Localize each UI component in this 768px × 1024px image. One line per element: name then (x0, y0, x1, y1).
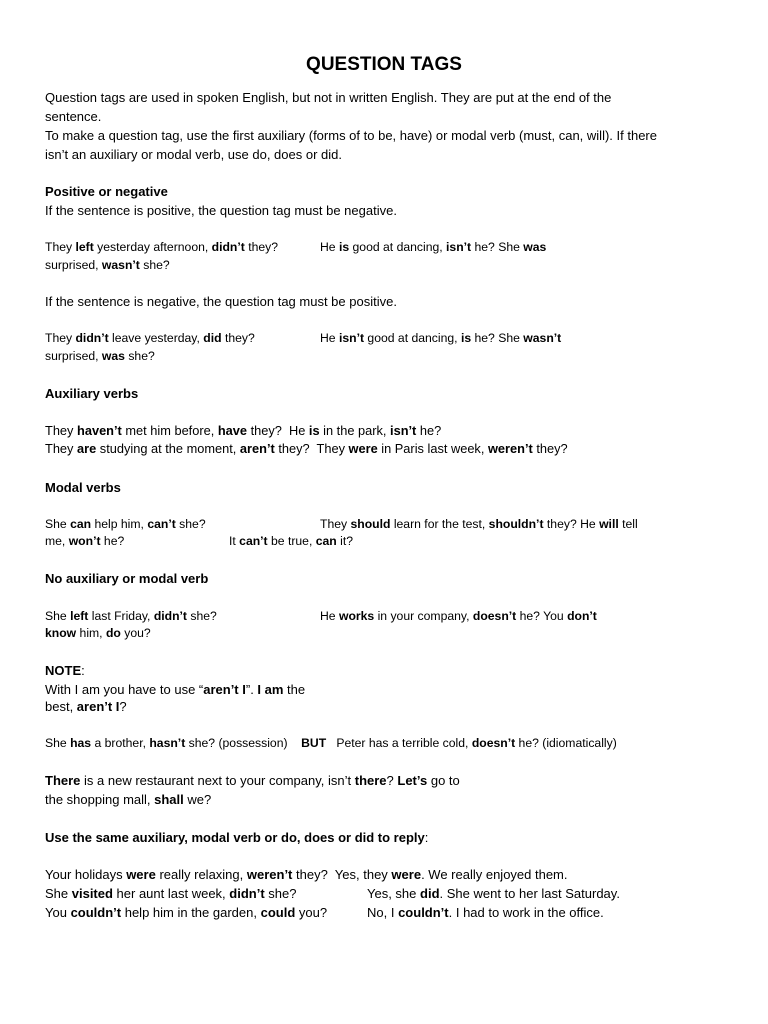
example-no-aux-know: know him, do you? (45, 626, 151, 640)
rule-positive: If the sentence is positive, the question tag must be negative. (45, 203, 397, 218)
rule-negative: If the sentence is negative, the question tag must be positive. (45, 294, 397, 309)
intro-line-1: Question tags are used in spoken English, but not in written English. They are put at the end of the (45, 90, 612, 105)
heading-note: NOTE: (45, 663, 85, 678)
example-aux-line-2: They are studying at the moment, aren’t they? They were in Paris last week, weren’t they? (45, 441, 568, 456)
note-line-1: With I am you have to use “aren’t I”. I am the (45, 682, 306, 697)
heading-auxiliary: Auxiliary verbs (45, 386, 139, 401)
reply-example-1: Your holidays were really relaxing, weren’t they? Yes, they were. We really enjoyed them. (45, 867, 568, 882)
reply-example-3-question: You couldn’t help him in the garden, could you? (45, 905, 328, 920)
example-aux-line-1: They haven’t met him before, have they? He is in the park, isn’t he? (45, 423, 442, 438)
example-no-aux-works: He works in your company, doesn’t he? You don’t (320, 609, 597, 623)
example-modal-wont: me, won’t he? (45, 534, 125, 548)
example-left-yesterday: They left yesterday afternoon, didn’t they? (45, 240, 279, 254)
intro-line-4: isn’t an auxiliary or modal verb, use do, does or did. (45, 147, 342, 162)
example-left-leave: They didn’t leave yesterday, did they? (45, 331, 255, 345)
example-right-not-dancing: He isn’t good at dancing, is he? She wasn’t (320, 331, 562, 345)
example-no-aux-left: She left last Friday, didn’t she? (45, 609, 217, 623)
example-continuation-was: surprised, was she? (45, 349, 155, 363)
reply-example-2-question: She visited her aunt last week, didn’t she? (45, 886, 297, 901)
intro-line-2: sentence. (45, 109, 102, 124)
example-there-1: There is a new restaurant next to your company, isn’t there? Let’s go to (45, 773, 460, 788)
reply-example-2-answer: Yes, she did. She went to her last Saturday. (367, 886, 620, 901)
heading-modal: Modal verbs (45, 480, 121, 495)
example-modal-cant-be-true: It can’t be true, can it? (229, 534, 354, 548)
example-has: She has a brother, hasn’t she? (possession) BUT Peter has a terrible cold, doesn’t he? (idiomatically) (45, 736, 617, 750)
heading-no-auxiliary: No auxiliary or modal verb (45, 571, 209, 586)
note-line-2: best, aren’t I? (45, 699, 127, 714)
example-there-2: the shopping mall, shall we? (45, 792, 212, 807)
example-modal-can: She can help him, can’t she? (45, 517, 206, 531)
intro-line-3: To make a question tag, use the first auxiliary (forms of to be, have) or modal verb (must, can, will). If there (45, 128, 657, 143)
heading-positive-negative: Positive or negative (45, 184, 168, 199)
reply-example-3-answer: No, I couldn’t. I had to work in the office. (367, 905, 604, 920)
example-right-dancing: He is good at dancing, isn’t he? She was (320, 240, 547, 254)
example-continuation-surprised: surprised, wasn’t she? (45, 258, 170, 272)
page-title: QUESTION TAGS (306, 54, 462, 75)
heading-reply: Use the same auxiliary, modal verb or do, does or did to reply: (45, 830, 429, 845)
example-modal-should: They should learn for the test, shouldn’t they? He will tell (320, 517, 638, 531)
